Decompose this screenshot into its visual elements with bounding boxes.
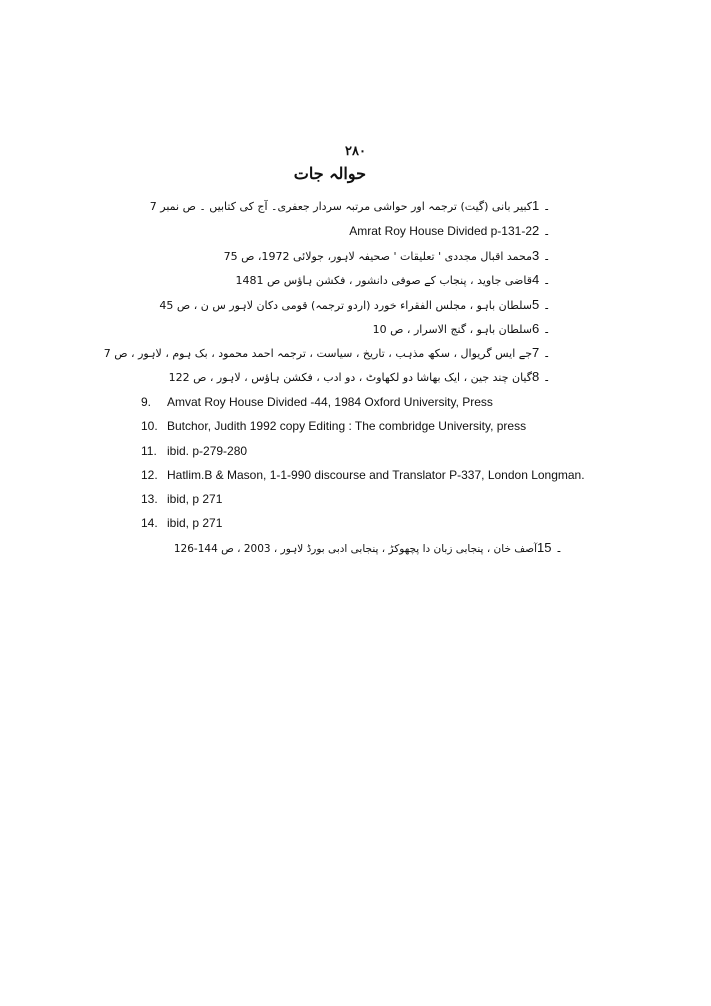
reference-number: 5 ۔: [532, 297, 551, 312]
reference-number: 8 ۔: [532, 369, 551, 384]
reference-number: 12.: [141, 468, 158, 482]
reference-number: 15 ۔: [537, 540, 563, 555]
reference-number: 2 ۔: [532, 223, 551, 238]
reference-12: [141, 468, 585, 482]
page-title: حوالہ جات: [293, 164, 366, 183]
reference-text: Amrat Roy House Divided p-131-2: [349, 224, 532, 238]
reference-number: 10.: [141, 419, 158, 433]
reference-number: 4 ۔: [532, 272, 551, 287]
reference-6: [373, 321, 570, 337]
reference-1: [150, 198, 570, 214]
reference-number: 9.: [141, 395, 152, 409]
page-number: ۲۸۰: [345, 144, 366, 159]
reference-text: گیان چند جین ، ایک بھاشا دو لکھاوٹ ، دو ادب ، فکشن ہاؤس ، لاہور ، ص 122: [168, 371, 532, 384]
reference-text: Hatlim.B & Mason, 1-1-990 discourse and Translator P-337, London Longman.: [167, 468, 585, 482]
reference-9: [141, 395, 493, 409]
reference-14: [141, 516, 222, 530]
reference-text: جے ایس گریوال ، سکھ مذہب ، تاریخ ، سیاست ، ترجمہ احمد محمود ، بک ہوم ، لاہور ، ص 7: [103, 347, 532, 360]
reference-text: سلطان باہو ، مجلس الفقراء خورد (اردو ترجمہ) قومی دکان لاہور س ن ، ص 45: [159, 299, 532, 312]
reference-number: 7 ۔: [532, 345, 551, 360]
reference-text: آصف خان ، پنجابی زبان دا پچھوکڑ ، پنجابی ادبی بورڈ لاہور ، 2003 ، ص 144-126: [173, 543, 537, 555]
reference-5: [159, 297, 570, 313]
reference-number: 11.: [141, 444, 157, 458]
reference-3: [224, 248, 570, 264]
reference-text: ibid, p 271: [167, 516, 223, 530]
reference-text: کبیر بانی (گیت) ترجمہ اور حواشی مرتبہ سردار جعفری۔ آج کی کتابیں ۔ ص نمبر 7: [149, 200, 532, 213]
reference-number: 14.: [141, 516, 158, 530]
reference-8: [169, 369, 570, 385]
reference-text: Amvat Roy House Divided -44, 1984 Oxford University, Press: [167, 395, 493, 409]
reference-text: محمد اقبال مجددی ' تعلیقات ' صحیفہ لاہور، جولائی 1972، ص 75: [223, 250, 532, 263]
reference-number: 6 ۔: [532, 321, 551, 336]
reference-2: [349, 223, 570, 239]
reference-text: ibid. p-279-280: [167, 444, 248, 458]
reference-text: ibid, p 271: [167, 492, 223, 506]
reference-7: [104, 345, 570, 361]
reference-number: 1 ۔: [532, 198, 551, 213]
reference-text: سلطان باہو ، گنج الاسرار ، ص 10: [372, 323, 532, 336]
reference-10: [141, 419, 526, 433]
reference-number: 13.: [141, 492, 158, 506]
reference-15: [174, 540, 570, 556]
reference-4: [236, 272, 570, 288]
reference-11: [141, 444, 247, 458]
reference-text: قاضی جاوید ، پنجاب کے صوفی دانشور ، فکشن ہاؤس ص 1481: [235, 274, 532, 287]
reference-13: [141, 492, 222, 506]
reference-text: Butchor, Judith 1992 copy Editing : The combridge University, press: [167, 419, 527, 433]
reference-number: 3 ۔: [532, 248, 551, 263]
